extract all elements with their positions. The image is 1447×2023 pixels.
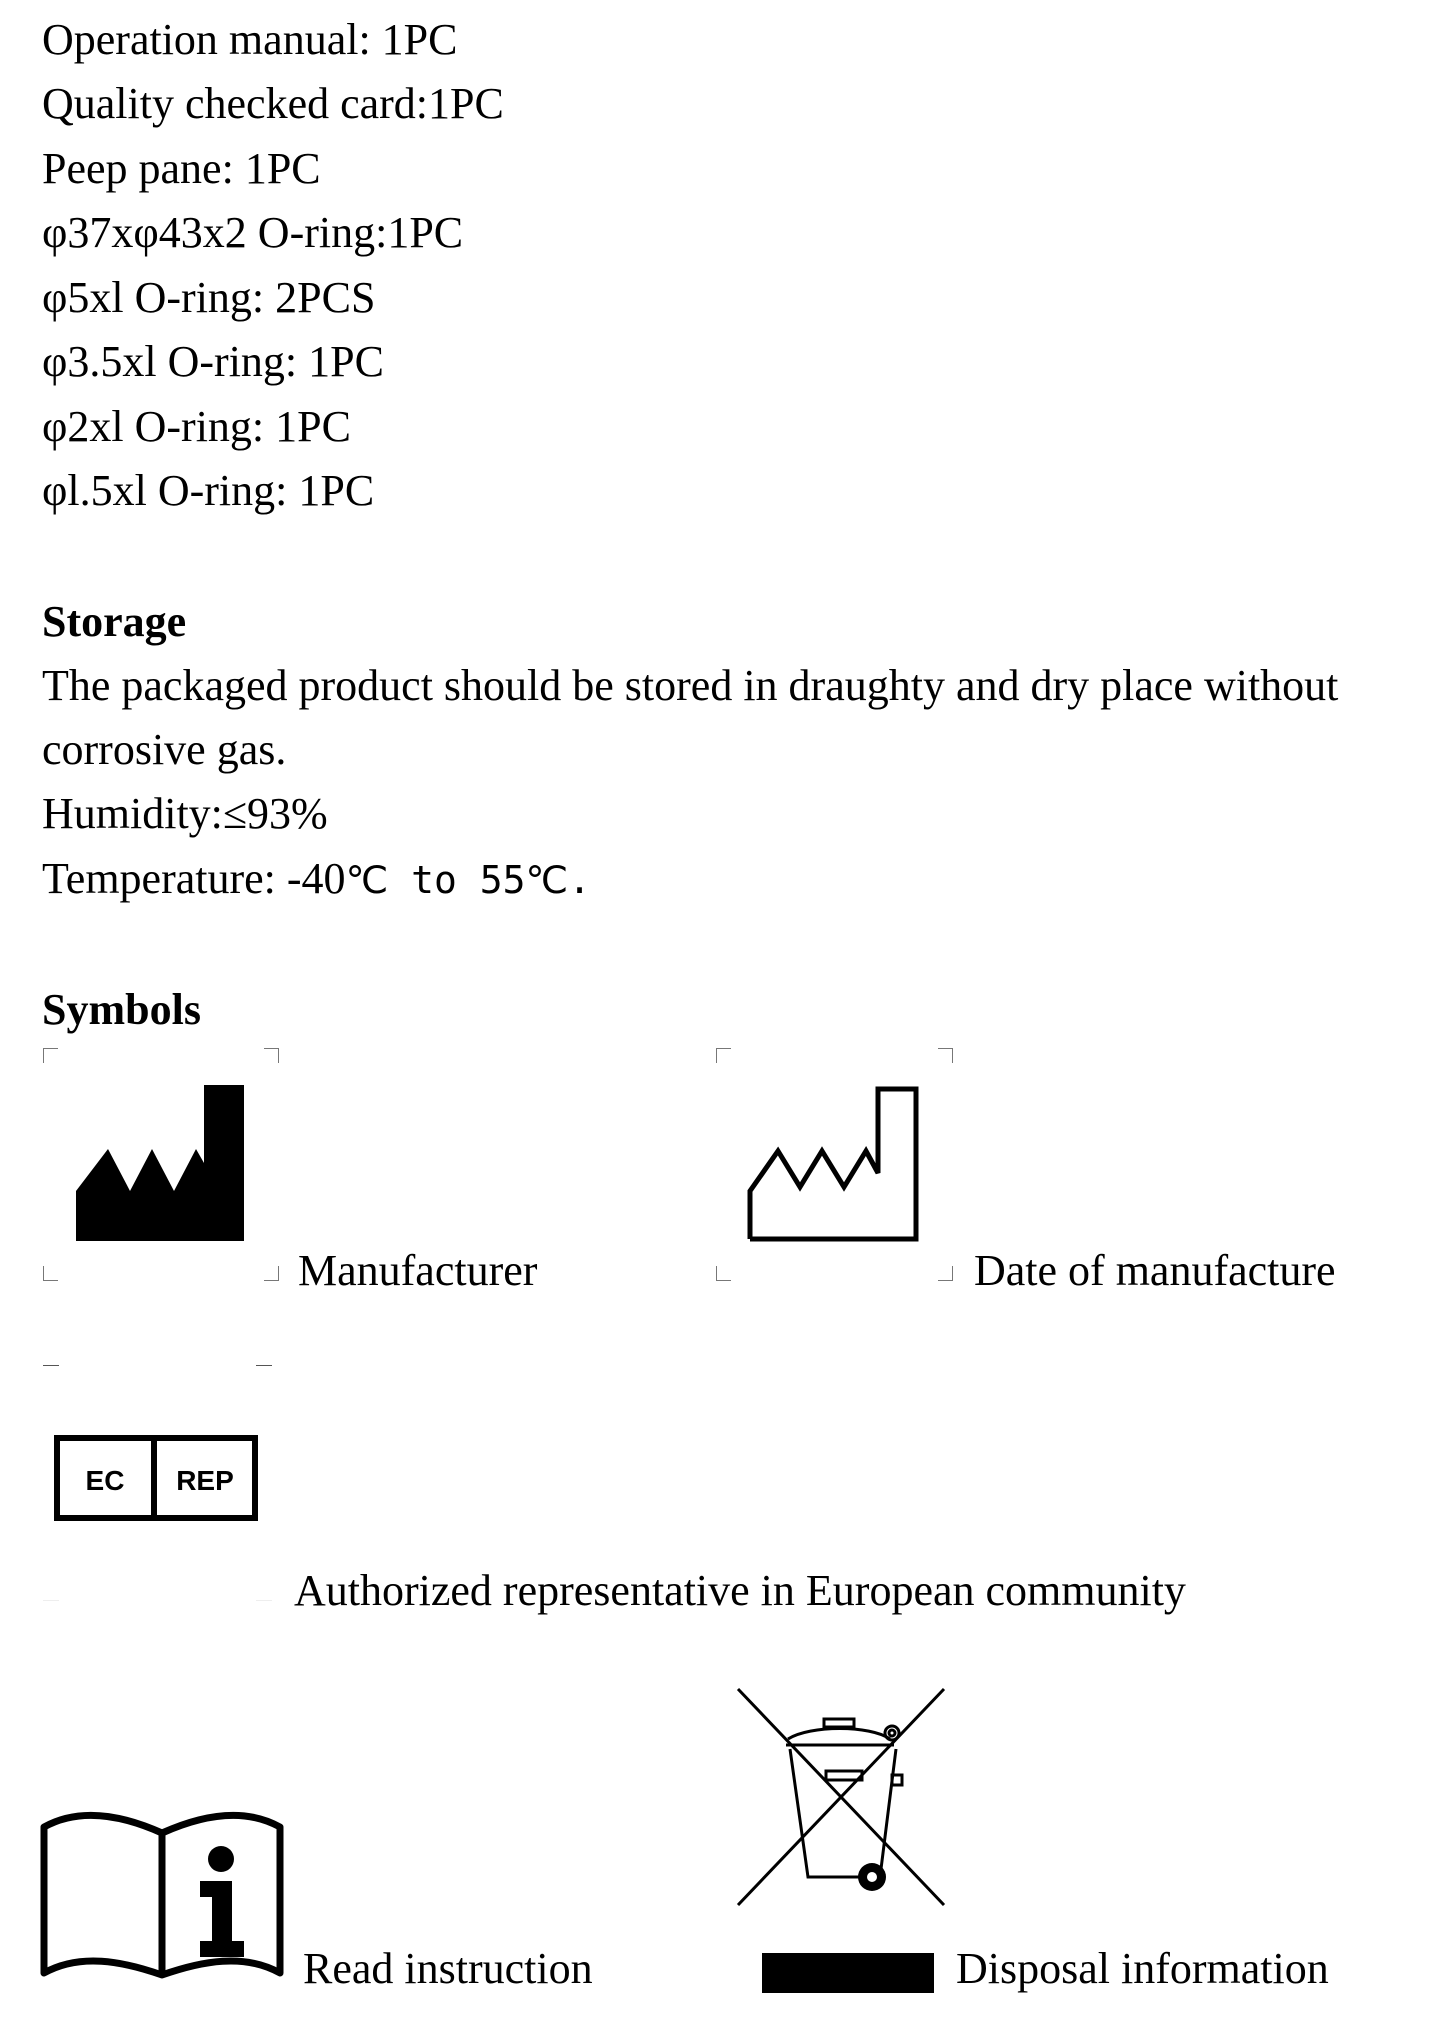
crop-mark: [716, 1048, 731, 1063]
list-item: Operation manual: 1PC: [42, 15, 458, 64]
crop-mark: [264, 1266, 279, 1281]
list-item: φ5xl O-ring: 2PCS: [42, 273, 376, 322]
manufacturer-icon: [74, 1083, 246, 1243]
authorized-representative-label: Authorized representative in European community: [294, 1566, 1186, 1615]
crop-mark: [938, 1048, 953, 1063]
temperature-text: [42, 854, 592, 903]
temperature-suffix: ℃ to 55℃.: [345, 858, 592, 902]
storage-text-line1: The packaged product should be stored in draughty and dry place without: [42, 661, 1339, 710]
date-of-manufacture-icon: [746, 1083, 922, 1243]
list-item: Peep pane: 1PC: [42, 144, 321, 193]
crop-mark: [264, 1048, 279, 1063]
rep-text: REP: [176, 1465, 234, 1496]
humidity-text: Humidity:≤93%: [42, 789, 328, 838]
list-item: φ2xl O-ring: 1PC: [42, 402, 351, 451]
crop-mark: [43, 1600, 59, 1601]
storage-heading: Storage: [42, 597, 187, 646]
crop-mark: [43, 1266, 58, 1281]
disposal-icon: [730, 1685, 950, 1910]
read-instruction-label: Read instruction: [303, 1944, 593, 1993]
disposal-label: Disposal information: [956, 1944, 1329, 1993]
date-of-manufacture-label: Date of manufacture: [974, 1246, 1336, 1295]
temperature-prefix: Temperature: -40: [42, 854, 346, 903]
crop-mark: [43, 1365, 59, 1366]
list-item: Quality checked card:1PC: [42, 79, 504, 128]
disposal-bar: [762, 1953, 934, 1993]
ec-rep-icon: [54, 1435, 258, 1521]
crop-mark: [256, 1365, 272, 1366]
crop-mark: [716, 1266, 731, 1281]
list-item: φ3.5xl O-ring: 1PC: [42, 337, 384, 386]
list-item: φl.5xl O-ring: 1PC: [42, 466, 375, 515]
list-item: φ37xφ43x2 O-ring:1PC: [42, 208, 464, 257]
crop-mark: [43, 1048, 58, 1063]
storage-text-line2: corrosive gas.: [42, 725, 287, 774]
symbols-heading: Symbols: [42, 985, 201, 1034]
crop-mark: [938, 1266, 953, 1281]
read-instruction-icon: [40, 1805, 285, 1980]
crop-mark: [256, 1600, 272, 1601]
manufacturer-label: Manufacturer: [298, 1246, 538, 1295]
ec-text: EC: [85, 1465, 125, 1496]
